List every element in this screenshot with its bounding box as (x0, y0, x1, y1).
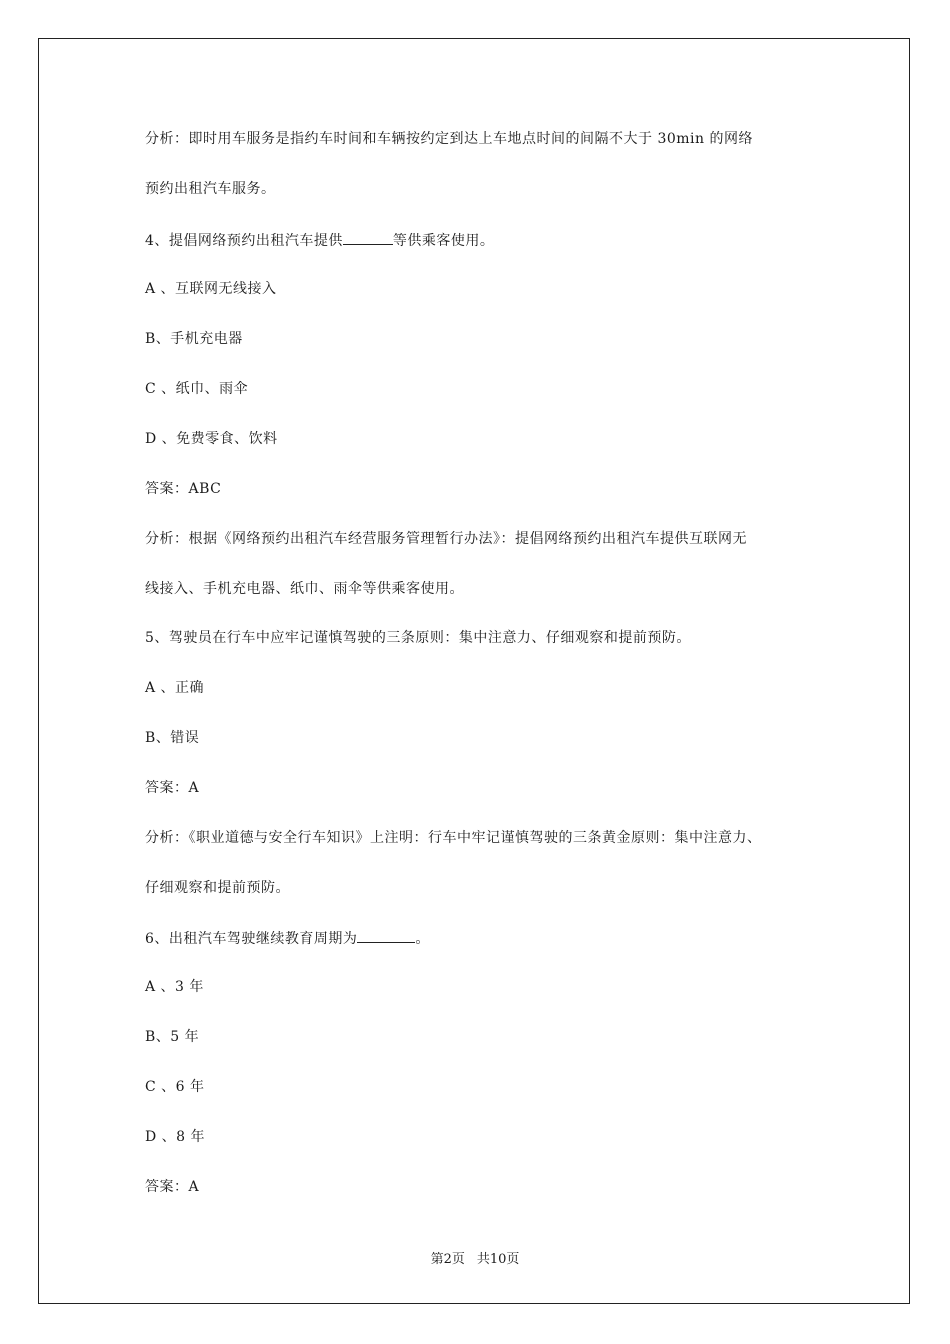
analysis-q3-line2: 预约出租汽车服务。 (145, 181, 276, 197)
question-4-tail: 等供乘客使用。 (392, 233, 495, 249)
question-4 (145, 230, 494, 250)
q5-option-a: A 、正确 (145, 680, 205, 696)
fill-blank (357, 928, 415, 943)
question-6-tail: 。 (415, 931, 430, 947)
q6-option-c: C 、6 年 (145, 1079, 205, 1095)
q6-option-a: A 、3 年 (145, 979, 204, 995)
q4-answer: 答案：ABC (145, 481, 222, 497)
page-number: 第2页 (430, 1252, 465, 1267)
analysis-q3-line1: 分析：即时用车服务是指约车时间和车辆按约定到达上车地点时间的间隔不大于 30min 的网络 (145, 131, 753, 147)
q4-analysis-line1: 分析：根据《网络预约出租汽车经营服务管理暂行办法》：提倡网络预约出租汽车提供互联网无 (145, 531, 747, 547)
question-4-stem: 4、提倡网络预约出租汽车提供 (145, 233, 343, 249)
q6-option-b: B、5 年 (145, 1029, 200, 1045)
q5-analysis-line2: 仔细观察和提前预防。 (145, 880, 290, 896)
q4-option-b: B、手机充电器 (145, 331, 243, 347)
q4-option-a: A 、互联网无线接入 (145, 281, 277, 297)
q5-answer: 答案：A (145, 780, 200, 796)
question-5: 5、驾驶员在行车中应牢记谨慎驾驶的三条原则：集中注意力、仔细观察和提前预防。 (145, 630, 691, 646)
page-border (38, 38, 910, 1304)
question-6 (145, 928, 430, 948)
q6-option-d: D 、8 年 (145, 1129, 206, 1145)
q6-answer: 答案：A (145, 1179, 200, 1195)
page-total: 共10页 (476, 1252, 520, 1267)
q5-option-b: B、错误 (145, 730, 200, 746)
question-6-stem: 6、出租汽车驾驶继续教育周期为 (145, 931, 358, 947)
q4-analysis-line2: 线接入、手机充电器、纸巾、雨伞等供乘客使用。 (145, 581, 464, 597)
page-footer (0, 1248, 950, 1267)
fill-blank (343, 230, 393, 245)
q4-option-d: D 、免费零食、饮料 (145, 431, 278, 447)
q4-option-c: C 、纸巾、雨伞 (145, 381, 249, 397)
q5-analysis-line1: 分析：《职业道德与安全行车知识》上注明：行车中牢记谨慎驾驶的三条黄金原则：集中注意力、 (145, 830, 762, 846)
